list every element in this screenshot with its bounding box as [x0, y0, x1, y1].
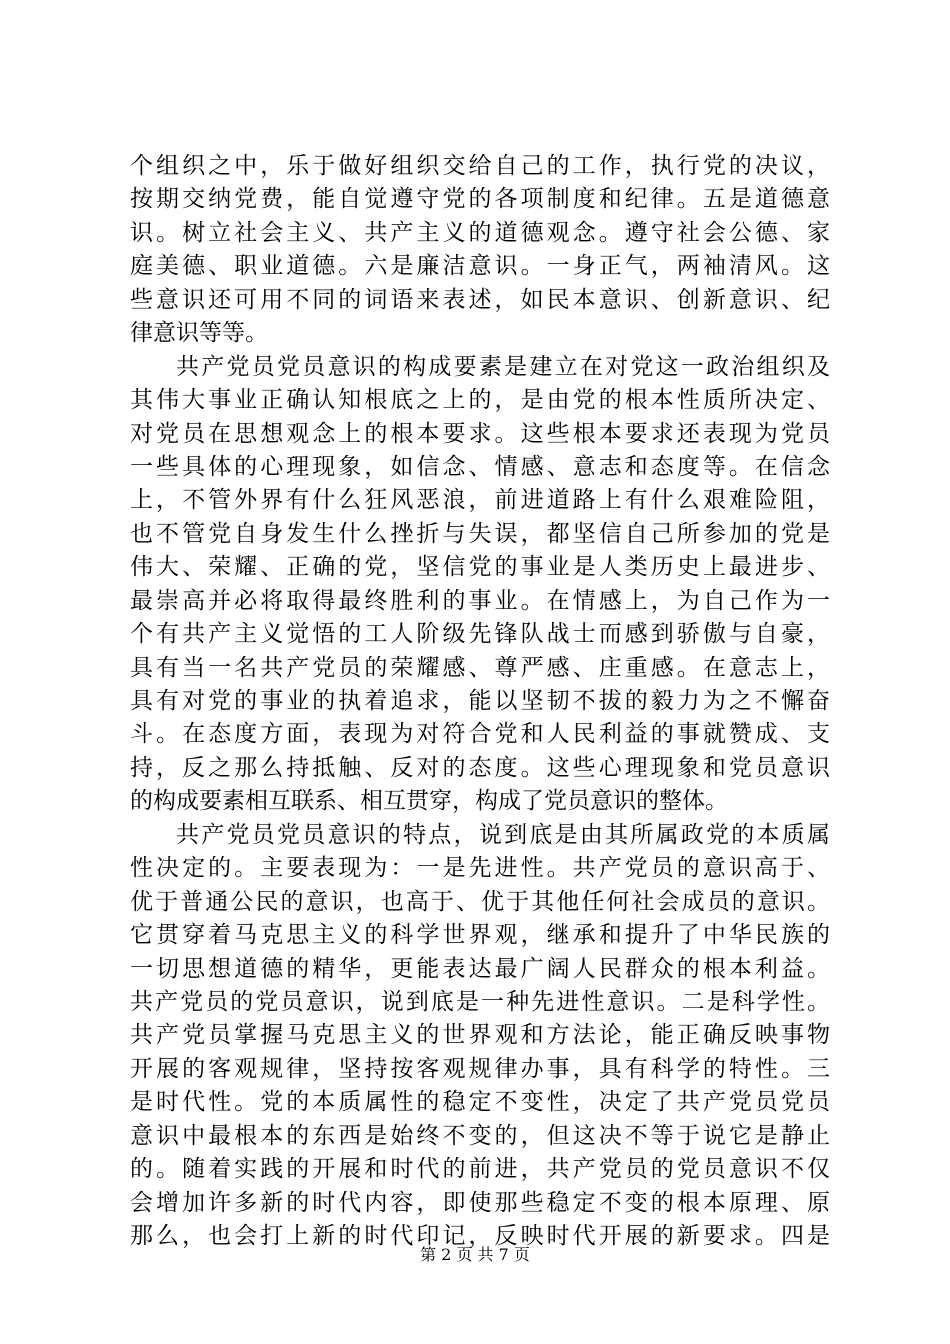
text-line-18: 斗。在态度方面，表现为对符合党和人民利益的事就赞成、支 — [130, 721, 830, 748]
text-line-3: 识。树立社会主义、共产主义的道德观念。遵守社会公德、家 — [130, 219, 830, 246]
text-line-11: 上，不管外界有什么狂风恶浪，前进道路上有什么艰难险阻， — [130, 487, 830, 514]
text-line-1: 个组织之中，乐于做好组织交给自己的工作，执行党的决议， — [130, 153, 830, 179]
text-line-31: 的。随着实践的开展和时代的前进，共产党员的党员意识不仅 — [130, 1156, 830, 1183]
text-line-21: 共产党员党员意识的特点，说到底是由其所属政党的本质属 — [176, 821, 830, 848]
text-line-4: 庭美德、职业道德。六是廉洁意识。一身正气，两袖清风。这 — [130, 253, 830, 280]
text-line-22: 性决定的。主要表现为：一是先进性。共产党员的意识高于、 — [130, 855, 830, 882]
text-line-6: 律意识等等。 — [130, 320, 268, 347]
text-line-24: 它贯穿着马克思主义的科学世界观，继承和提升了中华民族的 — [130, 922, 830, 949]
page-footer — [0, 1245, 950, 1265]
text-line-9: 对党员在思想观念上的根本要求。这些根本要求还表现为党员 — [130, 420, 830, 447]
text-line-8: 其伟大事业正确认知根底之上的，是由党的根本性质所决定、 — [130, 387, 830, 414]
text-line-25: 一切思想道德的精华，更能表达最广阔人民群众的根本利益。 — [130, 955, 830, 982]
text-line-12: 也不管党自身发生什么挫折与失误，都坚信自己所参加的党是 — [130, 520, 830, 547]
document-body — [130, 150, 830, 1253]
text-line-32: 会增加许多新的时代内容，即使那些稳定不变的根本原理、原 — [130, 1189, 830, 1216]
text-line-26: 共产党员的党员意识，说到底是一种先进性意识。二是科学性。 — [130, 988, 830, 1015]
text-line-2: 按期交纳党费，能自觉遵守党的各项制度和纪律。五是道德意 — [130, 186, 830, 213]
text-line-13: 伟大、荣耀、正确的党，坚信党的事业是人类历史上最进步、 — [130, 554, 830, 581]
text-line-7: 共产党员党员意识的构成要素是建立在对党这一政治组织及 — [176, 353, 830, 380]
text-line-10: 一些具体的心理现象，如信念、情感、意志和态度等。在信念 — [130, 453, 830, 480]
text-line-16: 具有当一名共产党员的荣耀感、尊严感、庄重感。在意志上， — [130, 654, 830, 681]
text-line-15: 个有共产主义觉悟的工人阶级先锋队战士而感到骄傲与自豪， — [130, 621, 830, 648]
text-line-30: 意识中最根本的东西是始终不变的，但这决不等于说它是静止 — [130, 1122, 830, 1149]
text-line-17: 具有对党的事业的执着追求，能以坚韧不拔的毅力为之不懈奋 — [130, 688, 830, 714]
text-line-28: 开展的客观规律，坚持按客观规律办事，具有科学的特性。三 — [130, 1055, 830, 1082]
text-line-27: 共产党员掌握马克思主义的世界观和方法论，能正确反映事物 — [130, 1022, 830, 1049]
text-line-20: 的构成要素相互联系、相互贯穿，构成了党员意识的整体。 — [130, 788, 728, 815]
text-line-29: 是时代性。党的本质属性的稳定不变性，决定了共产党员党员 — [130, 1089, 830, 1116]
text-line-33: 那么，也会打上新的时代印记，反映时代开展的新要求。四是 — [130, 1223, 830, 1249]
page-number-label: 第 2 页 共 7 页 — [420, 1245, 530, 1264]
text-line-19: 持，反之那么持抵触、反对的态度。这些心理现象和党员意识 — [130, 754, 830, 781]
text-line-23: 优于普通公民的意识，也高于、优于其他任何社会成员的意识。 — [130, 888, 830, 915]
text-line-5: 些意识还可用不同的词语来表述，如民本意识、创新意识、纪 — [130, 286, 830, 313]
text-line-14: 最崇高并必将取得最终胜利的事业。在情感上，为自己作为一 — [130, 587, 830, 614]
